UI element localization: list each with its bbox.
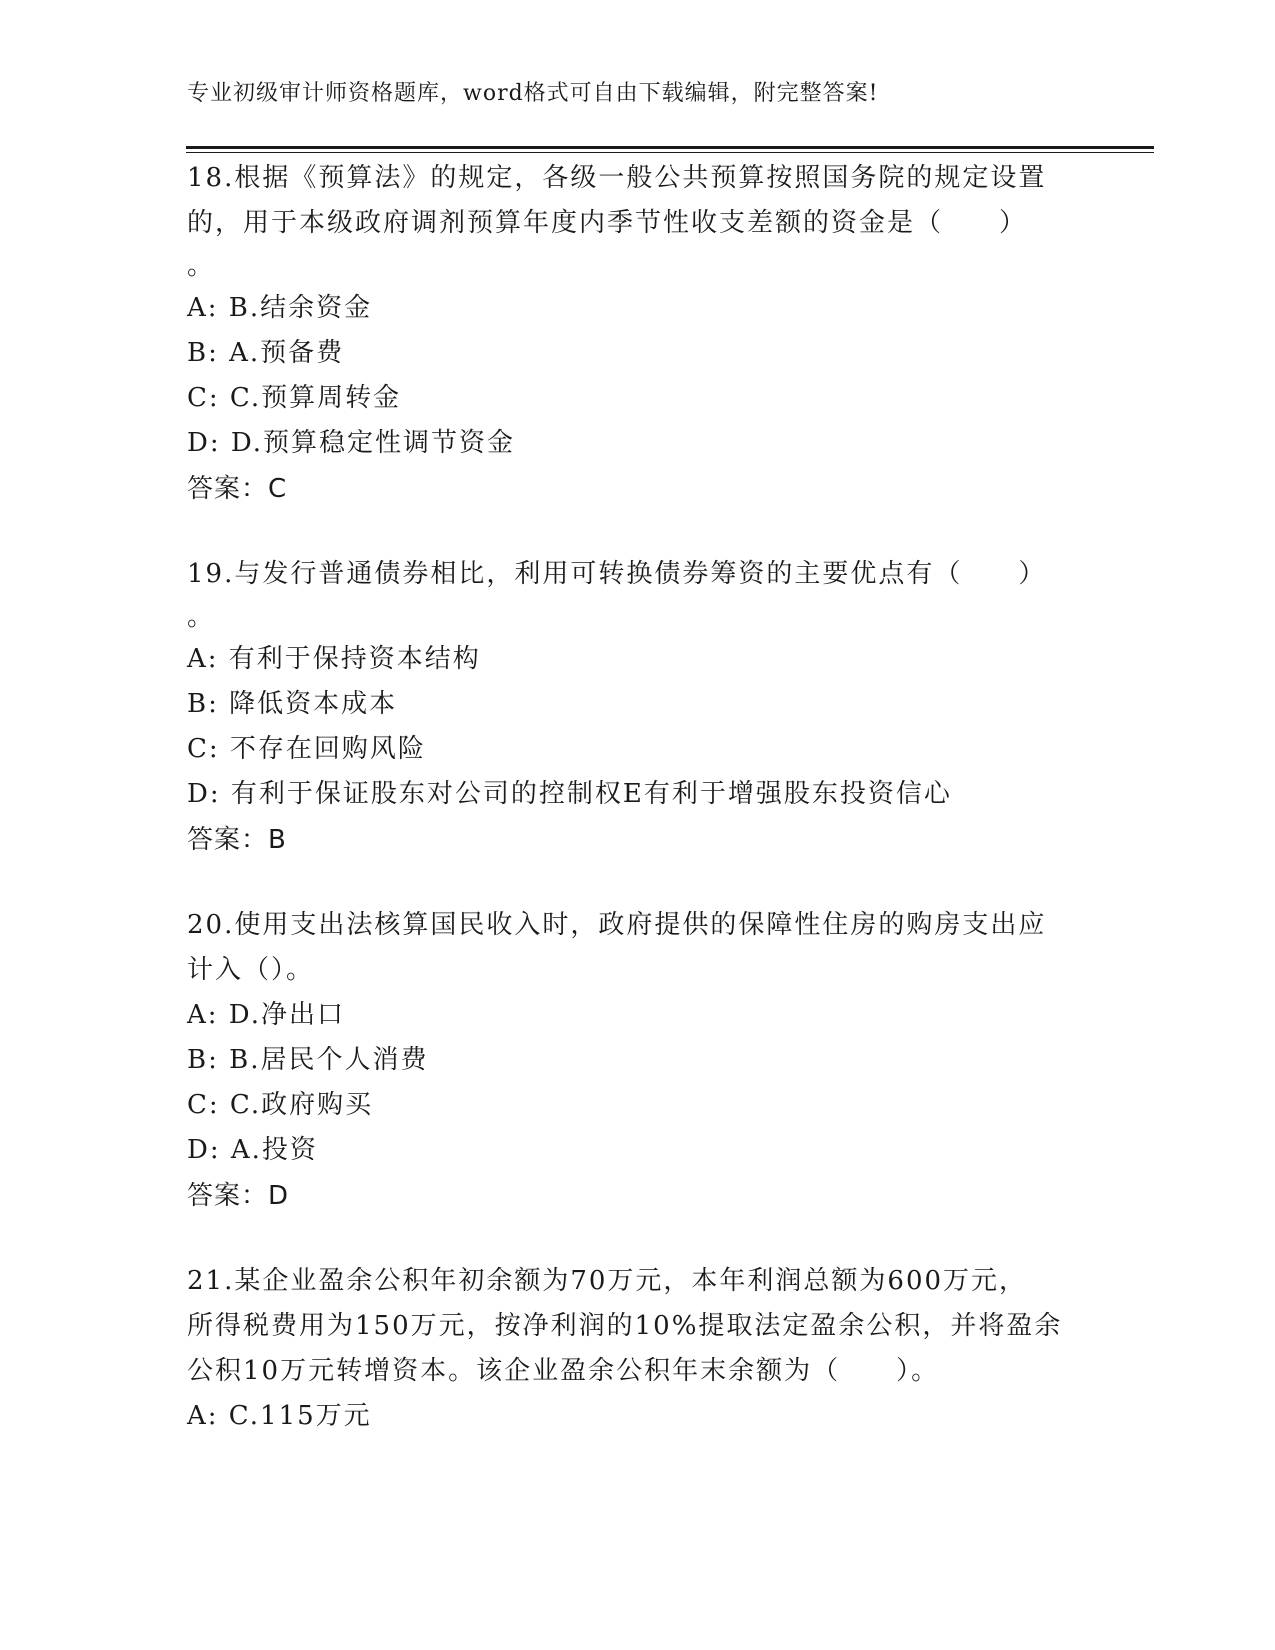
question-18 <box>187 156 1147 512</box>
option-d: D: A.投资 <box>187 1135 318 1165</box>
option-a: A: D.净出口 <box>187 1000 345 1030</box>
option-d: D: D.预算稳定性调节资金 <box>187 428 516 458</box>
option-b: B: A.预备费 <box>187 338 345 368</box>
option-d: D: 有利于保证股东对公司的控制权E有利于增强股东投资信心 <box>187 779 952 809</box>
question-list <box>187 156 1147 1479</box>
page-header-text: 专业初级审计师资格题库，word格式可自由下载编辑，附完整答案! <box>187 81 879 106</box>
option-a: A: C.115万元 <box>187 1401 372 1431</box>
question-stem-line: 计入（）。 <box>187 955 315 985</box>
option-c: C: C.政府购买 <box>187 1090 374 1120</box>
question-stem-line: 20.使用支出法核算国民收入时，政府提供的保障性住房的购房支出应 <box>187 910 1047 940</box>
question-stem-line: 所得税费用为150万元，按净利润的10%提取法定盈余公积，并将盈余 <box>187 1311 1063 1341</box>
option-c: C: 不存在回购风险 <box>187 734 426 764</box>
question-stem-line: 18.根据《预算法》的规定，各级一般公共预算按照国务院的规定设置 <box>187 163 1047 193</box>
header-rule-thin <box>186 152 1154 153</box>
answer-label: 答案：B <box>187 825 287 855</box>
option-b: B: 降低资本成本 <box>187 689 398 719</box>
question-20 <box>187 903 1147 1219</box>
question-stem-line: 的，用于本级政府调剂预算年度内季节性收支差额的资金是（ ） <box>187 208 1028 238</box>
question-stem-line: 19.与发行普通债券相比，利用可转换债券筹资的主要优点有（ ） <box>187 559 1047 589</box>
answer-label: 答案：C <box>187 474 288 504</box>
question-21 <box>187 1259 1147 1439</box>
option-b: B: B.居民个人消费 <box>187 1045 429 1075</box>
question-19 <box>187 552 1147 863</box>
header-rule-thick <box>186 146 1154 149</box>
answer-label: 答案：D <box>187 1181 290 1211</box>
option-a: A: B.结余资金 <box>187 293 373 323</box>
option-c: C: C.预算周转金 <box>187 383 402 413</box>
option-a: A: 有利于保持资本结构 <box>187 644 481 674</box>
question-stem-line: 公积10万元转增资本。该企业盈余公积年末余额为（ ）。 <box>187 1356 940 1386</box>
question-stem-line: 21.某企业盈余公积年初余额为70万元，本年利润总额为600万元， <box>187 1266 1028 1296</box>
question-stem-tail: 。 <box>187 251 214 281</box>
question-stem-tail: 。 <box>187 602 214 632</box>
